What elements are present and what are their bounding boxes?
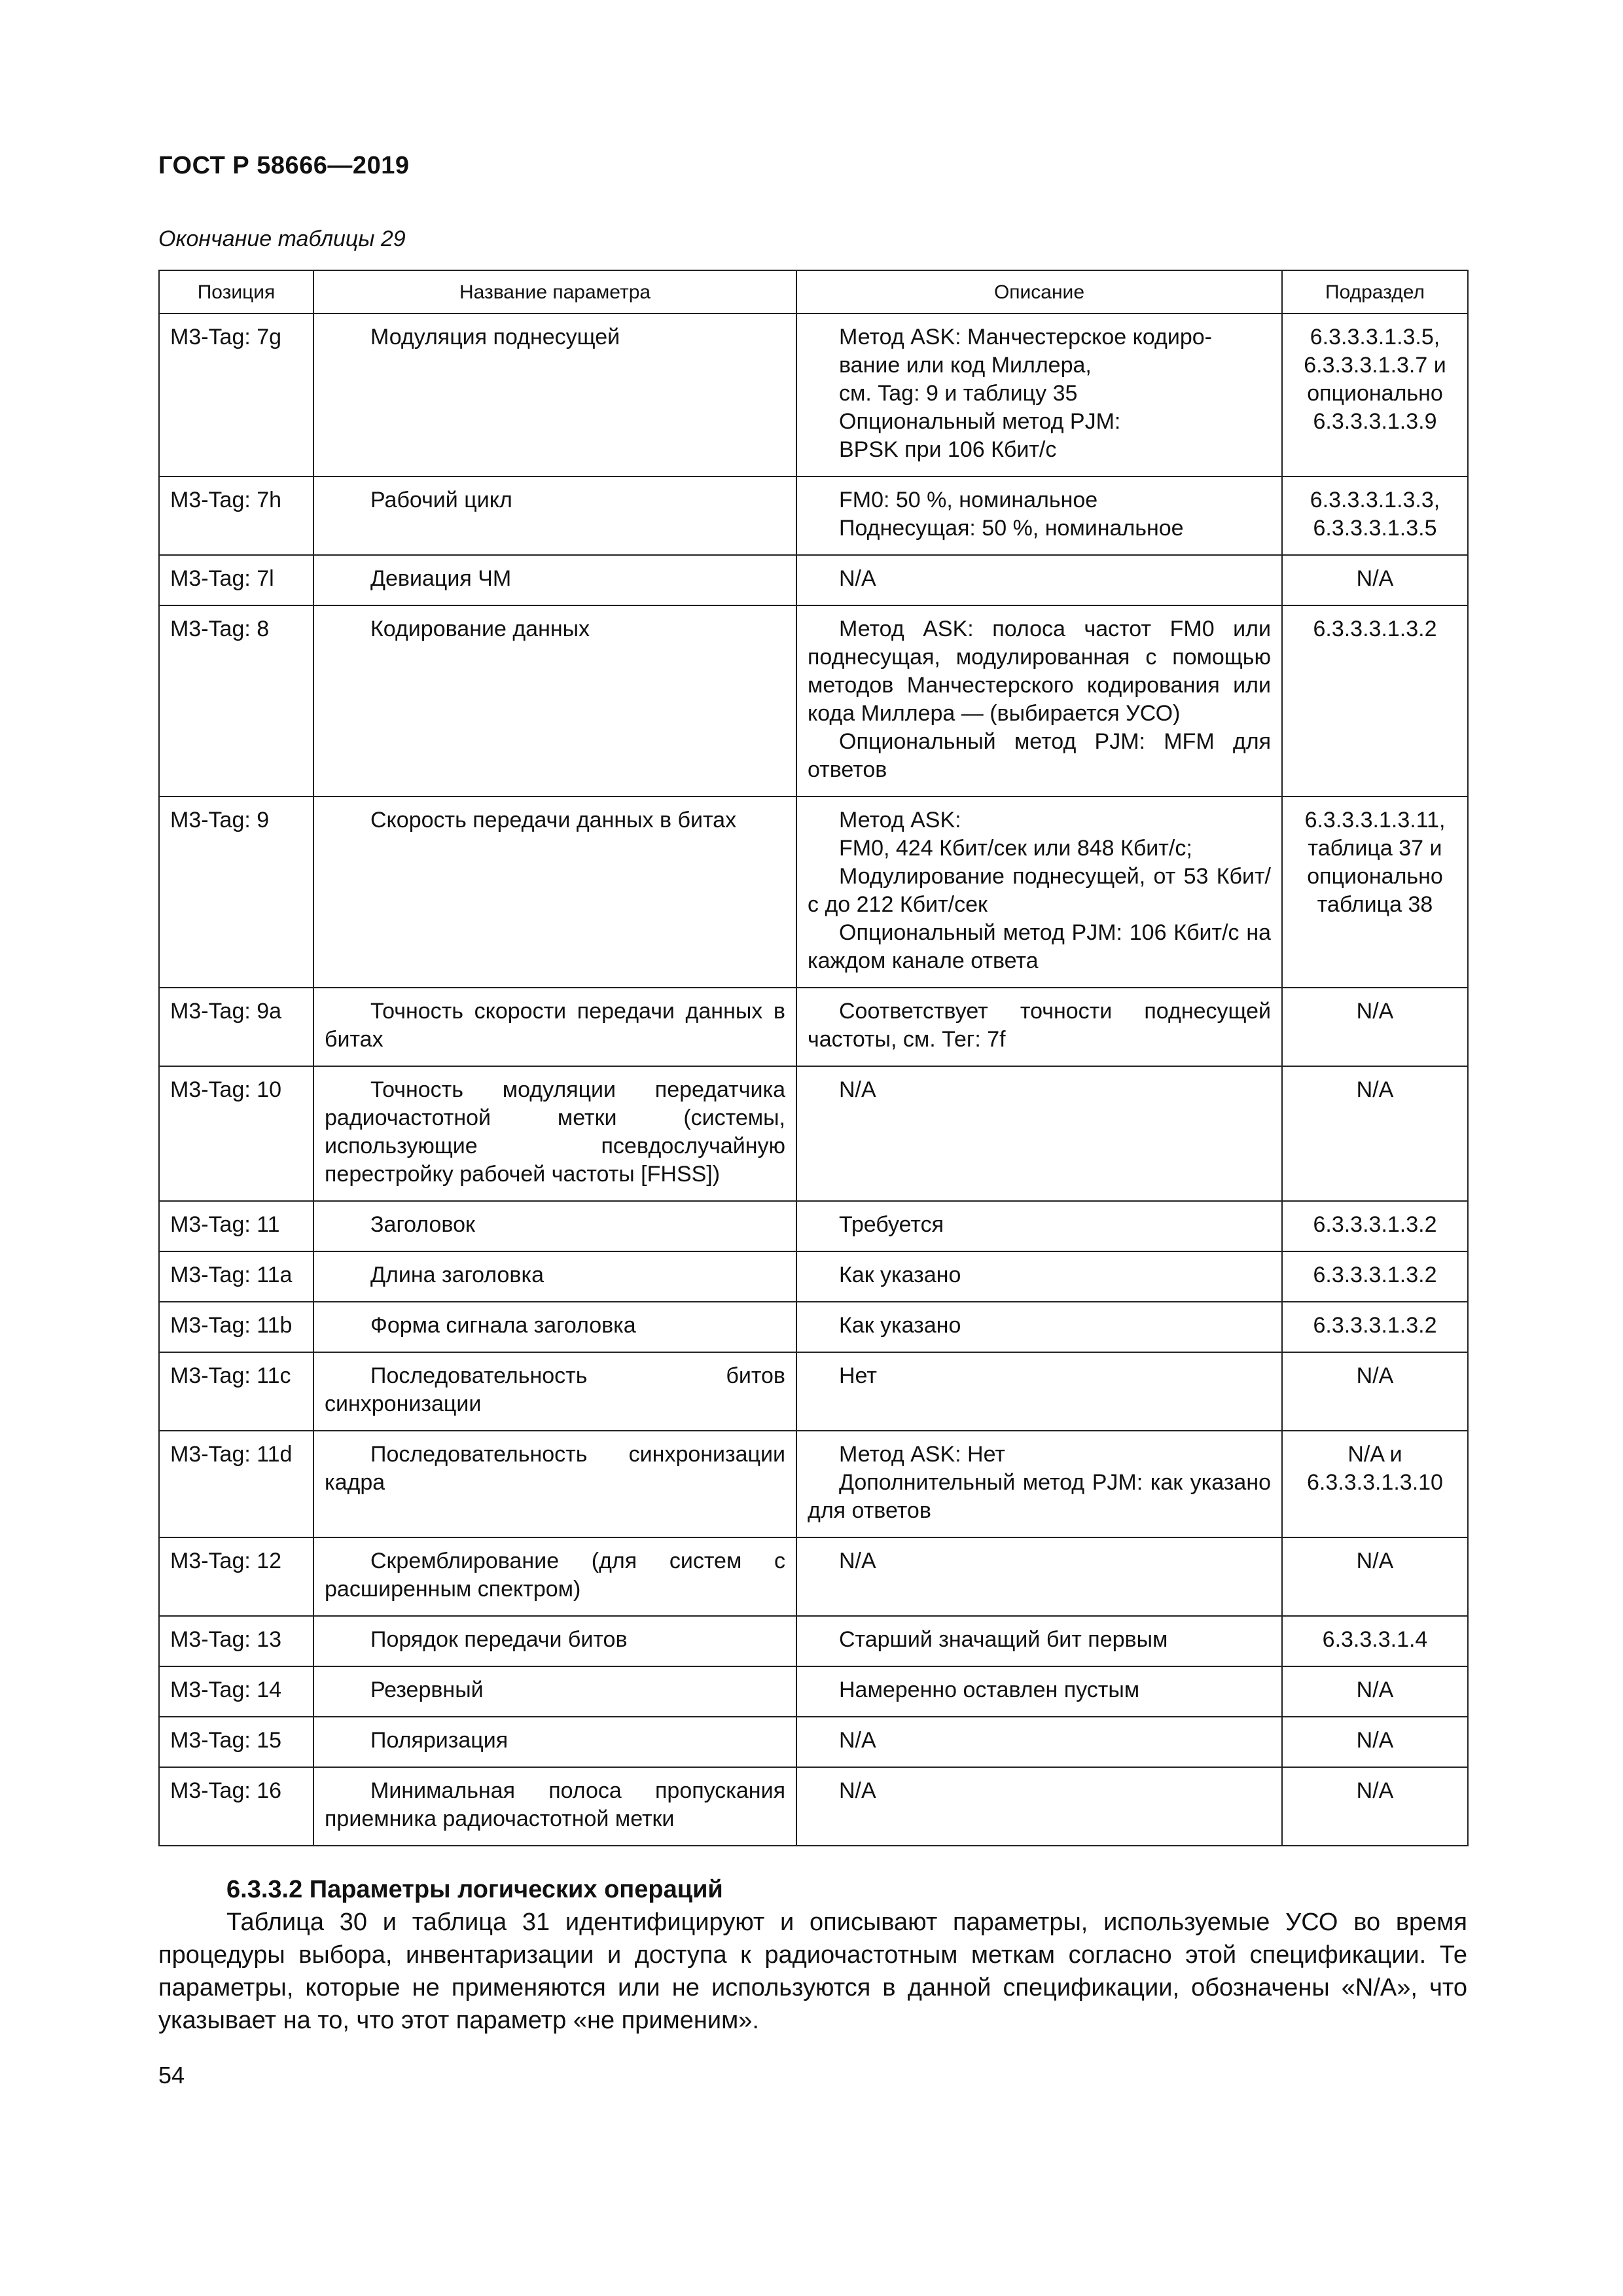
table-row (159, 314, 1468, 476)
cell-subsection: 6.3.3.3.1.3.2 (1282, 605, 1468, 797)
cell-position: M3-Tag: 9a (159, 988, 313, 1066)
cell-position: M3-Tag: 15 (159, 1717, 313, 1767)
cell-subsection: N/A (1282, 1352, 1468, 1431)
cell-subsection: N/A (1282, 1767, 1468, 1846)
parameter-name-text: Резервный (370, 1677, 484, 1702)
parameter-name-text: Форма сигнала заголовка (370, 1313, 636, 1338)
cell-parameter-name (313, 1251, 796, 1302)
description-line: вание или код Миллера, (839, 353, 1092, 378)
cell-subsection: N/A (1282, 1666, 1468, 1717)
cell-description (796, 1537, 1282, 1616)
cell-description (796, 1302, 1282, 1352)
description-line: Модулирование поднесущей, от 53 Кбит/с до 212 Кбит/сек (808, 864, 1271, 917)
cell-subsection: 6.3.3.3.1.4 (1282, 1616, 1468, 1666)
page-number: 54 (158, 2062, 185, 2089)
parameter-name-text: Девиация ЧМ (370, 566, 512, 591)
table-header-row (159, 270, 1468, 314)
parameter-name-text: Последовательность битов синхронизации (325, 1363, 785, 1416)
cell-position: M3-Tag: 7l (159, 555, 313, 605)
cell-parameter-name (313, 797, 796, 988)
cell-position: M3-Tag: 11c (159, 1352, 313, 1431)
cell-description (796, 1717, 1282, 1767)
cell-parameter-name (313, 1666, 796, 1717)
column-header-description: Описание (796, 270, 1282, 314)
description-line: Метод ASK: Манчестерское кодиро- (839, 325, 1212, 350)
cell-position: M3-Tag: 11 (159, 1201, 313, 1251)
cell-subsection: 6.3.3.3.1.3.2 (1282, 1201, 1468, 1251)
table-row (159, 605, 1468, 797)
parameter-name-text: Поляризация (370, 1728, 508, 1753)
description-line: Опциональный метод PJM: 106 Кбит/с на каждом канале ответа (808, 920, 1271, 973)
parameter-name-text: Рабочий цикл (370, 488, 512, 512)
cell-parameter-name (313, 1201, 796, 1251)
cell-description (796, 1352, 1282, 1431)
description-line: Дополнительный метод PJM: как указано для ответов (808, 1470, 1271, 1523)
section-title: 6.3.3.2 Параметры логических операций (226, 1876, 723, 1903)
cell-description (796, 1251, 1282, 1302)
cell-position: M3-Tag: 10 (159, 1066, 313, 1201)
cell-parameter-name (313, 1717, 796, 1767)
cell-position: M3-Tag: 9 (159, 797, 313, 988)
cell-parameter-name (313, 988, 796, 1066)
cell-parameter-name (313, 605, 796, 797)
description-line: Поднесущая: 50 %, номинальное (839, 516, 1184, 541)
cell-position: M3-Tag: 8 (159, 605, 313, 797)
cell-description (796, 476, 1282, 555)
cell-parameter-name (313, 1537, 796, 1616)
parameter-name-text: Минимальная полоса пропускания приемника радиочастотной метки (325, 1778, 785, 1831)
parameter-name-text: Последовательность синхронизации кадра (325, 1442, 785, 1495)
description-line: BPSK при 106 Кбит/с (839, 437, 1057, 462)
column-header-subsection: Подраздел (1282, 270, 1468, 314)
table-row (159, 1717, 1468, 1767)
cell-subsection: 6.3.3.3.1.3.3, 6.3.3.3.1.3.5 (1282, 476, 1468, 555)
cell-parameter-name (313, 1616, 796, 1666)
parameter-name-text: Кодирование данных (370, 617, 590, 641)
table-row (159, 476, 1468, 555)
description-line: Метод ASK: Нет (839, 1442, 1005, 1467)
table-row (159, 1537, 1468, 1616)
description-line: Опциональный метод PJM: MFM для ответов (808, 729, 1271, 782)
cell-subsection: 6.3.3.3.1.3.5, 6.3.3.3.1.3.7 и опционально 6.3.3.3.1.3.9 (1282, 314, 1468, 476)
table-row (159, 797, 1468, 988)
cell-subsection: N/A (1282, 988, 1468, 1066)
table-row (159, 1666, 1468, 1717)
cell-subsection: N/A (1282, 1537, 1468, 1616)
cell-subsection: N/A и 6.3.3.3.1.3.10 (1282, 1431, 1468, 1537)
parameter-name-text: Длина заголовка (370, 1263, 544, 1287)
table-body (159, 314, 1468, 1846)
parameter-name-text: Модуляция поднесущей (370, 325, 620, 350)
cell-parameter-name (313, 1066, 796, 1201)
cell-description (796, 314, 1282, 476)
parameter-name-text: Точность модуляции передатчика радиочастотной метки (системы, использующие псевдослучайную перестройку рабочей частоты [FHSS]) (325, 1077, 785, 1187)
cell-parameter-name (313, 1352, 796, 1431)
parameter-name-text: Скремблирование (для систем с расширенным спектром) (325, 1549, 785, 1602)
document-id-header: ГОСТ Р 58666—2019 (158, 152, 410, 179)
description-line: см. Tag: 9 и таблицу 35 (839, 381, 1078, 406)
parameter-name-text: Порядок передачи битов (370, 1627, 628, 1652)
cell-description (796, 605, 1282, 797)
table-row (159, 1431, 1468, 1537)
cell-position: M3-Tag: 14 (159, 1666, 313, 1717)
cell-parameter-name (313, 555, 796, 605)
cell-description (796, 1431, 1282, 1537)
cell-description (796, 555, 1282, 605)
cell-subsection: N/A (1282, 555, 1468, 605)
table-row (159, 1767, 1468, 1846)
cell-parameter-name (313, 476, 796, 555)
parameter-name-text: Точность скорости передачи данных в битах (325, 999, 785, 1052)
cell-position: M3-Tag: 16 (159, 1767, 313, 1846)
cell-parameter-name (313, 1431, 796, 1537)
cell-subsection: N/A (1282, 1717, 1468, 1767)
table-row (159, 1352, 1468, 1431)
description-line: FM0: 50 %, номинальное (839, 488, 1098, 512)
cell-subsection: 6.3.3.3.1.3.11, таблица 37 и опционально таблица 38 (1282, 797, 1468, 988)
description-line: FM0, 424 Кбит/сек или 848 Кбит/с; (839, 836, 1192, 861)
cell-parameter-name (313, 1767, 796, 1846)
table-row (159, 555, 1468, 605)
table-row (159, 1616, 1468, 1666)
section-6-3-3-2 (158, 1873, 1467, 2037)
cell-description (796, 1201, 1282, 1251)
cell-description (796, 988, 1282, 1066)
cell-position: M3-Tag: 7h (159, 476, 313, 555)
cell-position: M3-Tag: 11a (159, 1251, 313, 1302)
description-line: Старший значащий бит первым (839, 1627, 1168, 1652)
cell-subsection: 6.3.3.3.1.3.2 (1282, 1251, 1468, 1302)
column-header-name: Название параметра (313, 270, 796, 314)
cell-description (796, 1767, 1282, 1846)
column-header-position: Позиция (159, 270, 313, 314)
description-line: Как указано (839, 1263, 961, 1287)
cell-subsection: N/A (1282, 1066, 1468, 1201)
parameter-name-text: Заголовок (370, 1212, 475, 1237)
table-row (159, 1302, 1468, 1352)
description-line: Намеренно оставлен пустым (839, 1677, 1140, 1702)
table-row (159, 1066, 1468, 1201)
cell-position: M3-Tag: 12 (159, 1537, 313, 1616)
cell-parameter-name (313, 1302, 796, 1352)
parameters-table (158, 270, 1469, 1846)
description-line: N/A (839, 1778, 876, 1803)
parameter-name-text: Скорость передачи данных в битах (370, 808, 737, 833)
description-line: N/A (839, 1077, 876, 1102)
table-caption: Окончание таблицы 29 (158, 226, 406, 251)
table-row (159, 988, 1468, 1066)
description-line: N/A (839, 1728, 876, 1753)
description-line: Нет (839, 1363, 877, 1388)
cell-subsection: 6.3.3.3.1.3.2 (1282, 1302, 1468, 1352)
description-line: Требуется (839, 1212, 944, 1237)
cell-position: M3-Tag: 11d (159, 1431, 313, 1537)
section-body: Таблица 30 и таблица 31 идентифицируют и описывают параметры, используемые УСО во время процедуры выбора, инвентаризации и доступа к радиочастотным меткам согласно этой спецификации. Те параметры, которые не применяются или не используются в данной спецификации, обозначены «N/A», что указывает на то, что этот параметр «не применим». (158, 1909, 1467, 2034)
cell-description (796, 1066, 1282, 1201)
cell-description (796, 797, 1282, 988)
cell-position: M3-Tag: 7g (159, 314, 313, 476)
cell-description (796, 1666, 1282, 1717)
cell-position: M3-Tag: 13 (159, 1616, 313, 1666)
description-line: Опциональный метод PJM: (839, 409, 1121, 434)
description-line: Метод ASK: (839, 808, 961, 833)
table-row (159, 1201, 1468, 1251)
description-line: Метод ASK: полоса частот FM0 или поднесущая, модулированная с помощью методов Манчестерского кодирования или кода Миллера — (выбирается УСО) (808, 617, 1271, 726)
cell-position: M3-Tag: 11b (159, 1302, 313, 1352)
description-line: N/A (839, 1549, 876, 1573)
cell-parameter-name (313, 314, 796, 476)
description-line: N/A (839, 566, 876, 591)
cell-description (796, 1616, 1282, 1666)
table-row (159, 1251, 1468, 1302)
description-line: Как указано (839, 1313, 961, 1338)
description-line: Соответствует точности поднесущей частоты, см. Тег: 7f (808, 999, 1271, 1052)
